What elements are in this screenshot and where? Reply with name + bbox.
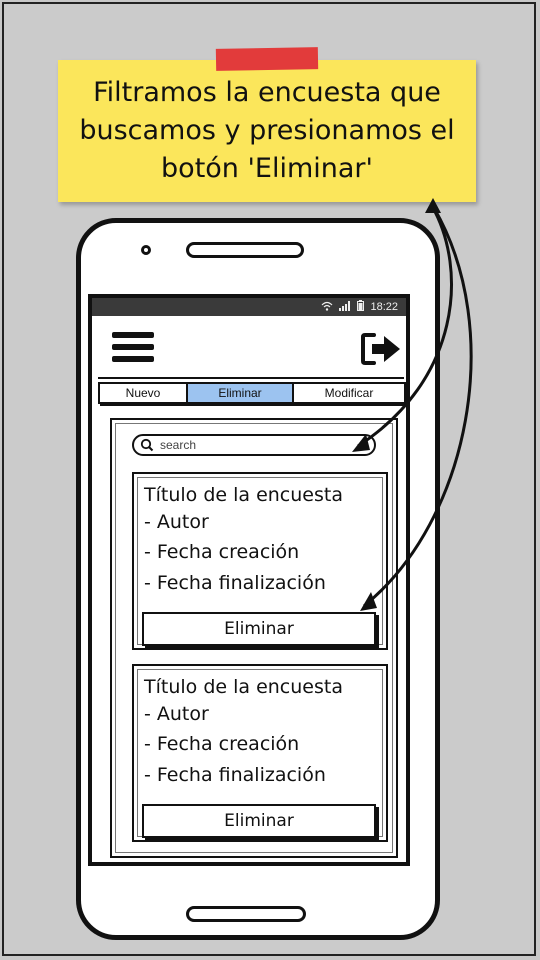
status-bar xyxy=(92,298,406,316)
home-button[interactable] xyxy=(186,906,306,922)
content-panel xyxy=(110,418,398,858)
sticky-note-text: Filtramos la encuesta que buscamos y presionamos el botón 'Eliminar' xyxy=(79,77,455,184)
tape-strip xyxy=(216,47,318,71)
delete-button[interactable]: Eliminar xyxy=(142,804,376,838)
survey-author: - Autor xyxy=(144,511,209,533)
survey-author: - Autor xyxy=(144,703,209,725)
delete-button[interactable]: Eliminar xyxy=(142,612,376,646)
logout-icon[interactable] xyxy=(360,332,404,366)
survey-end-date: - Fecha finalización xyxy=(144,764,326,786)
signal-icon xyxy=(339,301,351,314)
header-divider xyxy=(98,377,404,379)
speaker-grille xyxy=(186,242,304,258)
survey-title: Título de la encuesta xyxy=(144,484,343,506)
survey-card xyxy=(132,472,388,650)
sticky-note xyxy=(58,60,476,202)
tab-bar xyxy=(98,382,406,404)
survey-card xyxy=(132,664,388,842)
search-input[interactable] xyxy=(158,437,362,453)
battery-icon xyxy=(357,300,364,314)
survey-created-date: - Fecha creación xyxy=(144,733,300,755)
survey-created-date: - Fecha creación xyxy=(144,541,300,563)
tab-eliminar[interactable]: Eliminar xyxy=(188,384,294,402)
tab-nuevo[interactable]: Nuevo xyxy=(100,384,188,402)
survey-end-date: - Fecha finalización xyxy=(144,572,326,594)
search-icon xyxy=(140,438,154,452)
menu-icon[interactable] xyxy=(112,330,154,364)
camera-icon xyxy=(141,245,151,255)
search-bar[interactable] xyxy=(132,434,376,456)
status-time: 18:22 xyxy=(370,301,398,313)
wifi-icon xyxy=(321,301,333,314)
phone-screen xyxy=(88,294,410,866)
survey-title: Título de la encuesta xyxy=(144,676,343,698)
tab-modificar[interactable]: Modificar xyxy=(294,384,404,402)
